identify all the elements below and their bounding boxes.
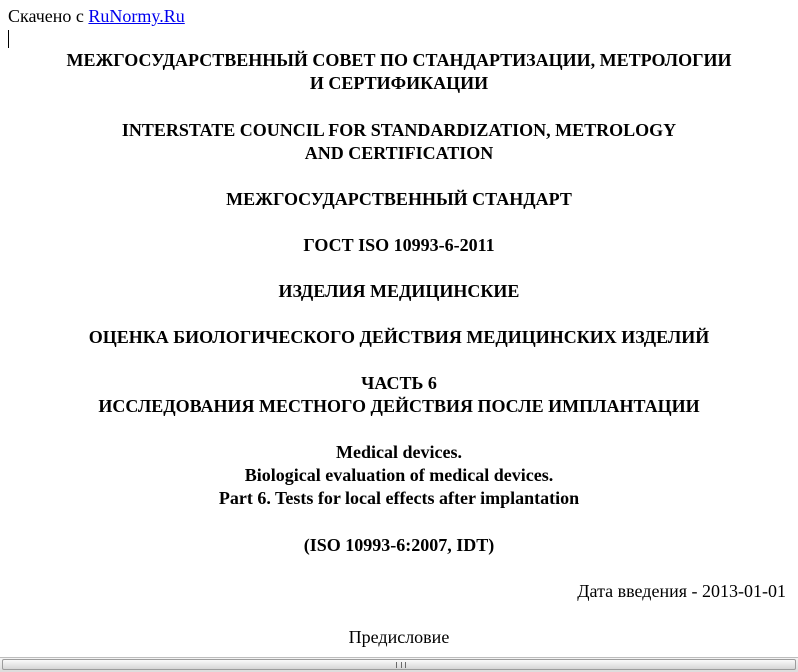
text-cursor [8,30,9,48]
introduction-date-value: 2013-01-01 [702,581,786,601]
part-number: ЧАСТЬ 6 [361,373,437,393]
introduction-date-label: Дата введения - [577,581,698,601]
part-title: ИССЛЕДОВАНИЯ МЕСТНОГО ДЕЙСТВИЯ ПОСЛЕ ИМПЛАНТАЦИИ [98,396,700,416]
horizontal-scrollbar[interactable] [0,657,798,672]
introduction-date [577,580,786,602]
council-ru-heading [0,49,798,95]
english-title-line-2: Biological evaluation of medical devices. [244,465,554,485]
council-ru-line-1: МЕЖГОСУДАРСТВЕННЫЙ СОВЕТ ПО СТАНДАРТИЗАЦИИ, МЕТРОЛОГИИ [66,50,732,70]
standard-type: МЕЖГОСУДАРСТВЕННЫЙ СТАНДАРТ [226,189,572,209]
title-line-2: ОЦЕНКА БИОЛОГИЧЕСКОГО ДЕЙСТВИЯ МЕДИЦИНСКИХ ИЗДЕЛИЙ [88,327,710,347]
council-en-heading [0,119,798,165]
council-en-line-2: AND CERTIFICATION [304,143,494,163]
scrollbar-grip-icon [396,662,406,668]
foreword-heading: Предисловие [348,627,450,647]
english-title [0,441,798,510]
english-title-line-1: Medical devices. [336,442,462,462]
source-link[interactable]: RuNormy.Ru [88,6,185,26]
gost-number: ГОСТ ISO 10993-6-2011 [303,235,495,255]
council-ru-line-2: И СЕРТИФИКАЦИИ [309,73,489,93]
scrollbar-thumb[interactable] [2,659,796,670]
english-title-line-3: Part 6. Tests for local effects after implantation [218,488,580,508]
source-prefix: Скачено с [8,6,84,26]
council-en-line-1: INTERSTATE COUNCIL FOR STANDARDIZATION, METROLOGY [121,120,677,140]
iso-reference: (ISO 10993-6:2007, IDT) [303,535,495,555]
title-line-1: ИЗДЕЛИЯ МЕДИЦИНСКИЕ [278,281,520,301]
part-heading [0,372,798,418]
source-line [8,6,185,26]
